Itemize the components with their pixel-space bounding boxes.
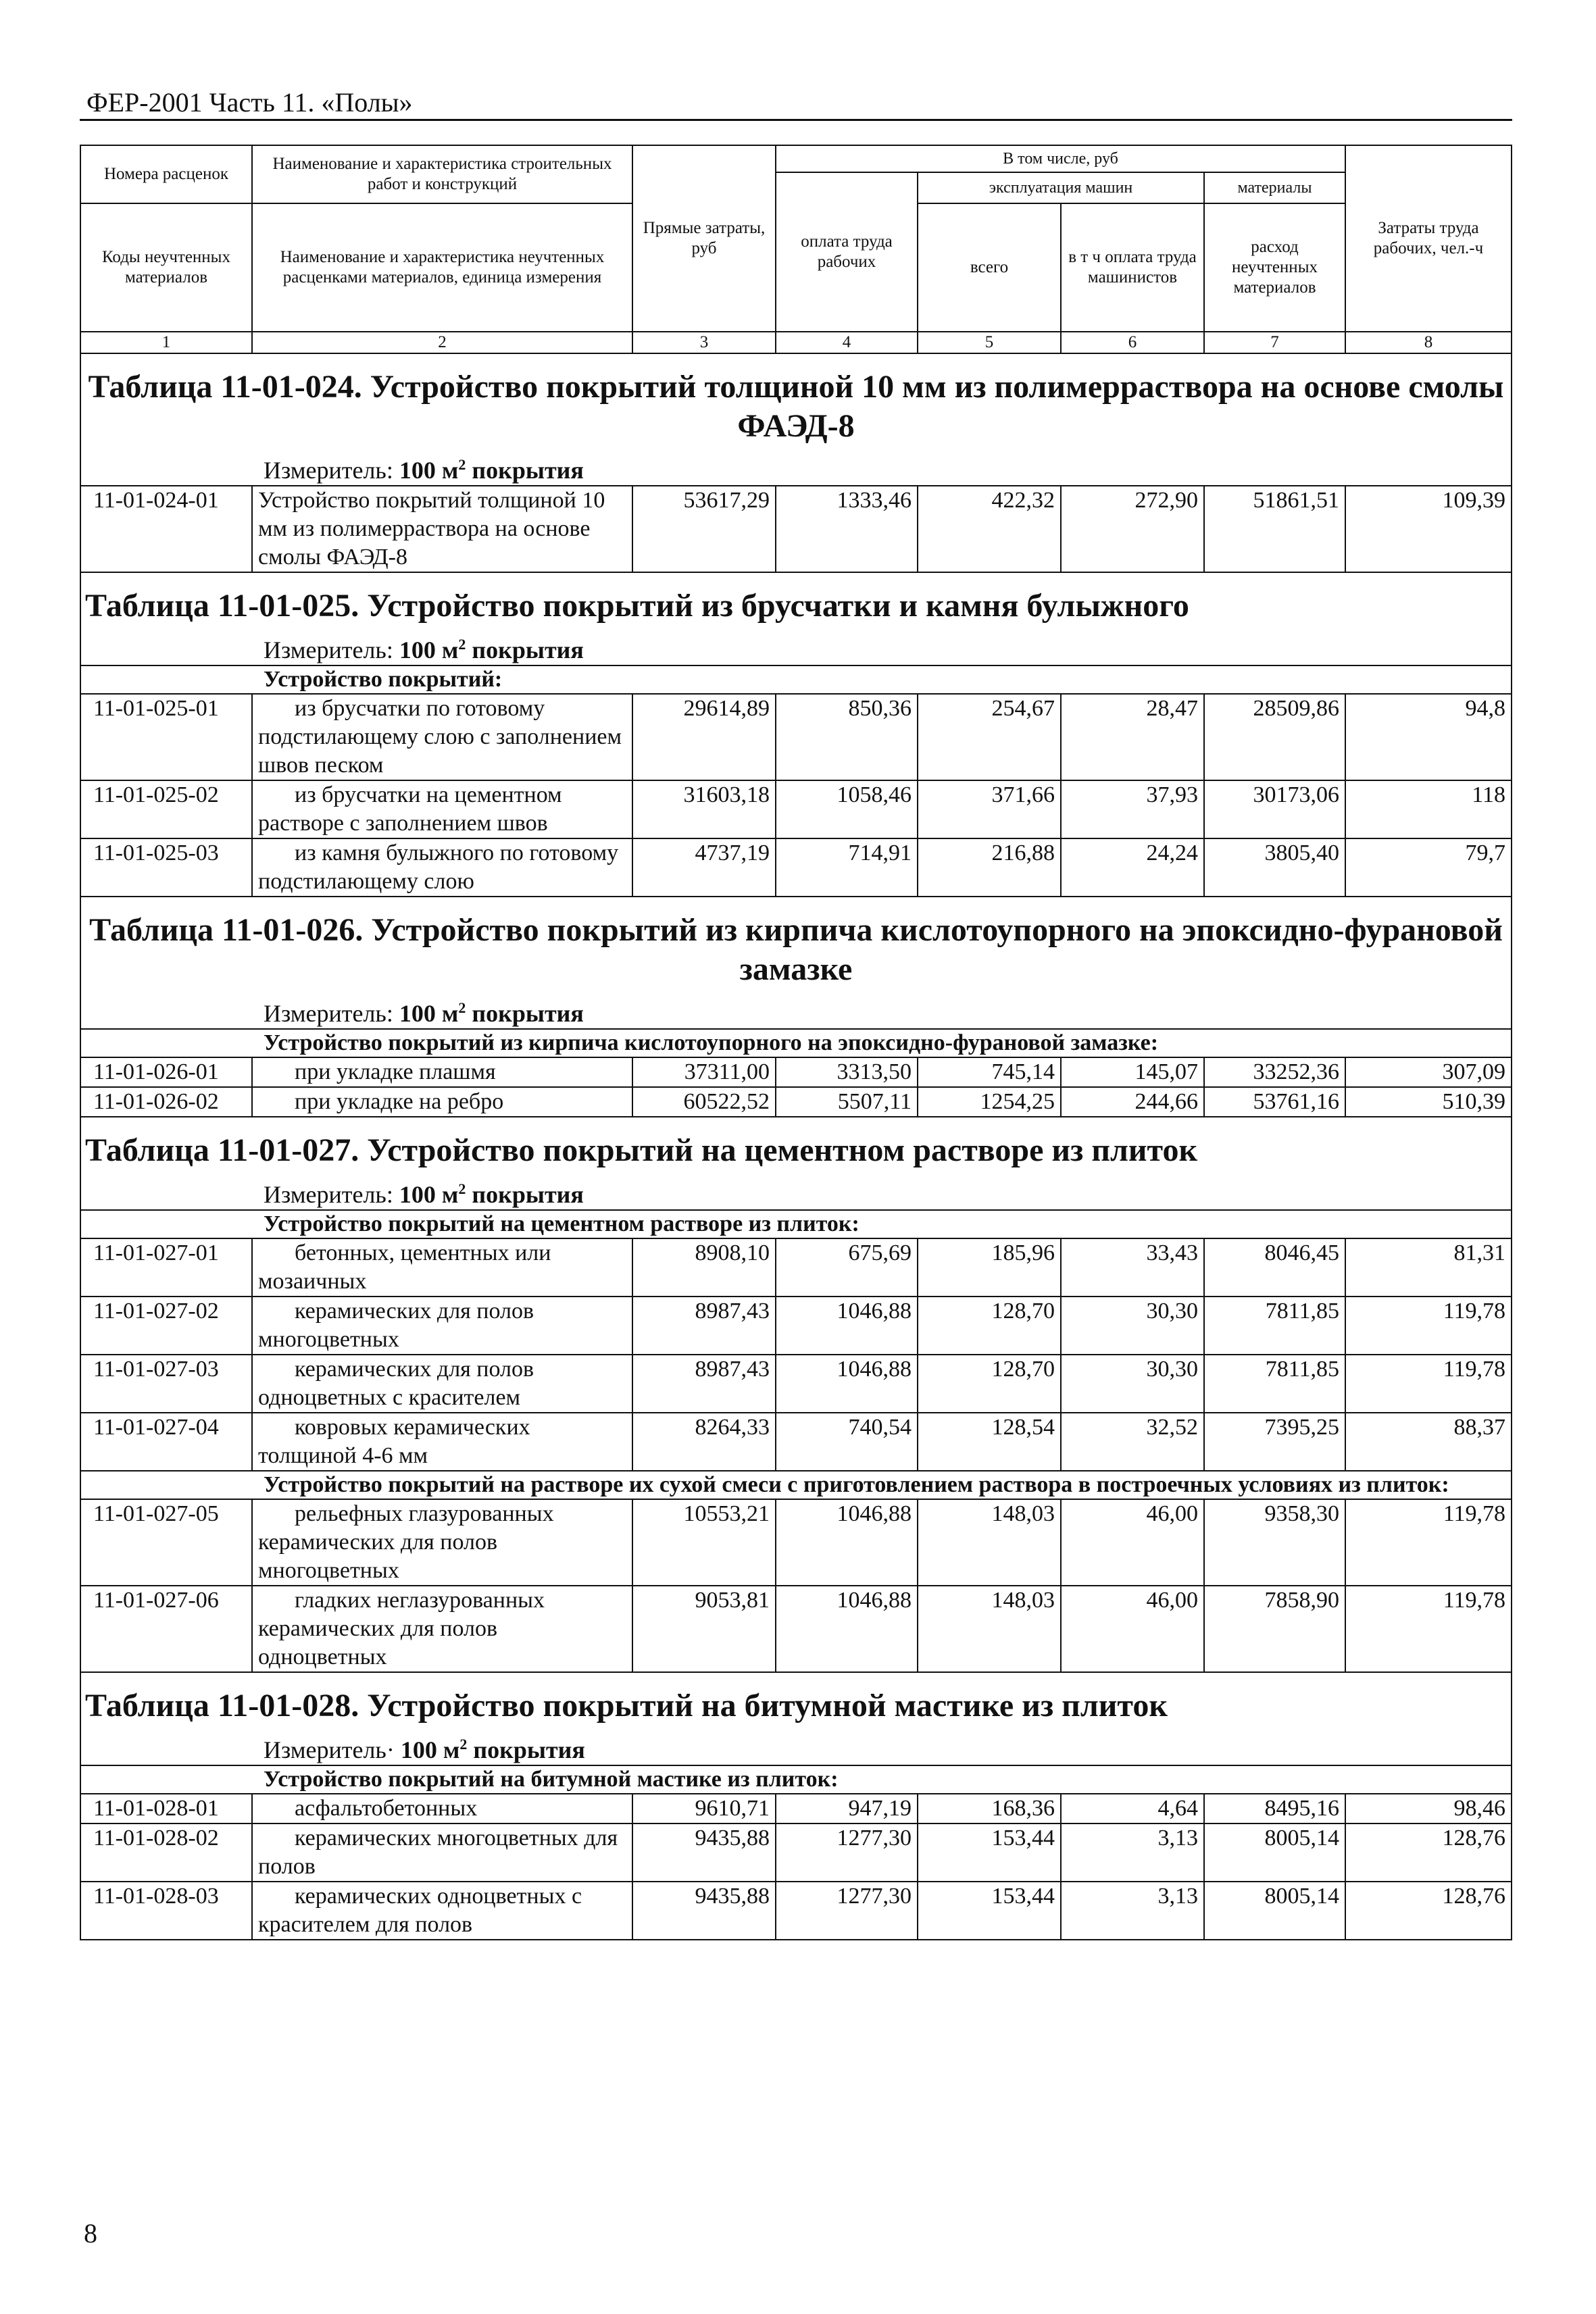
labor-hours: 79,7 xyxy=(1345,838,1512,897)
col1-bottom-header: Коды неучтенных материалов xyxy=(80,203,252,332)
measure-row xyxy=(80,630,1512,665)
work-name: рельефных глазурованных керамических для полов многоцветных xyxy=(252,1499,632,1586)
table-row xyxy=(80,1297,1512,1355)
machinist-pay: 30,30 xyxy=(1061,1355,1204,1413)
col1-top-header: Номера расценок xyxy=(80,145,252,203)
materials-cost: 7811,85 xyxy=(1204,1355,1345,1413)
direct-cost: 53617,29 xyxy=(632,486,776,572)
labor-hours: 510,39 xyxy=(1345,1087,1512,1117)
subheading: Устройство покрытий на битумной мастике из плиток: xyxy=(80,1765,1512,1794)
col7-header: расход неучтенных материалов xyxy=(1204,203,1345,332)
rate-code: 11-01-028-01 xyxy=(80,1794,252,1823)
machine-cost: 422,32 xyxy=(918,486,1061,572)
measure-line: Измеритель: 100 $м^2$ покрытия xyxy=(80,450,1512,486)
table-title: Таблица 11-01-026. Устройство покрытий из кирпича кислотоупорного на эпоксидно-фурановой замазке xyxy=(80,897,1512,993)
materials-cost: 8005,14 xyxy=(1204,1823,1345,1882)
machinist-pay: 4,64 xyxy=(1061,1794,1204,1823)
col-number: 6 xyxy=(1061,332,1204,353)
table-row xyxy=(80,1355,1512,1413)
table-row xyxy=(80,780,1512,838)
subheading: Устройство покрытий на цементном растворе из плиток: xyxy=(80,1210,1512,1238)
direct-cost: 9610,71 xyxy=(632,1794,776,1823)
direct-cost: 29614,89 xyxy=(632,694,776,780)
labor-hours: 118 xyxy=(1345,780,1512,838)
machine-cost: 254,67 xyxy=(918,694,1061,780)
col-number: 8 xyxy=(1345,332,1512,353)
col8-header: Затраты труда рабочих, чел.-ч xyxy=(1345,145,1512,332)
subheading: Устройство покрытий из кирпича кислотоупорного на эпоксидно-фурановой замазке: xyxy=(80,1029,1512,1057)
work-name: при укладке плашмя xyxy=(252,1057,632,1087)
table-row xyxy=(80,1238,1512,1297)
rate-code: 11-01-027-05 xyxy=(80,1499,252,1586)
machinist-pay: 37,93 xyxy=(1061,780,1204,838)
table-row xyxy=(80,694,1512,780)
labor-pay: 1046,88 xyxy=(776,1499,918,1586)
machinist-pay: 24,24 xyxy=(1061,838,1204,897)
direct-cost: 9435,88 xyxy=(632,1823,776,1882)
col-number: 1 xyxy=(80,332,252,353)
machinist-pay: 272,90 xyxy=(1061,486,1204,572)
machine-cost: 148,03 xyxy=(918,1499,1061,1586)
labor-pay: 1277,30 xyxy=(776,1823,918,1882)
work-name: при укладке на ребро xyxy=(252,1087,632,1117)
column-numbers-row xyxy=(80,332,1512,353)
table-row xyxy=(80,838,1512,897)
machine-cost: 1254,25 xyxy=(918,1087,1061,1117)
table-row xyxy=(80,486,1512,572)
labor-pay: 1058,46 xyxy=(776,780,918,838)
header-row-1 xyxy=(80,145,1512,172)
labor-hours: 119,78 xyxy=(1345,1297,1512,1355)
rate-code: 11-01-028-03 xyxy=(80,1882,252,1940)
machine-cost: 216,88 xyxy=(918,838,1061,897)
col4-header: оплата труда рабочих xyxy=(776,172,918,332)
direct-cost: 9435,88 xyxy=(632,1882,776,1940)
machinist-pay: 3,13 xyxy=(1061,1823,1204,1882)
machine-cost: 153,44 xyxy=(918,1882,1061,1940)
labor-hours: 94,8 xyxy=(1345,694,1512,780)
col-number: 7 xyxy=(1204,332,1345,353)
machinist-pay: 46,00 xyxy=(1061,1586,1204,1672)
work-name: из камня булыжного по готовому подстилающему слою xyxy=(252,838,632,897)
materials-cost: 30173,06 xyxy=(1204,780,1345,838)
labor-hours: 98,46 xyxy=(1345,1794,1512,1823)
machine-cost: 745,14 xyxy=(918,1057,1061,1087)
subheading-row xyxy=(80,665,1512,694)
table-row xyxy=(80,1057,1512,1087)
labor-pay: 850,36 xyxy=(776,694,918,780)
rate-code: 11-01-027-06 xyxy=(80,1586,252,1672)
labor-pay: 3313,50 xyxy=(776,1057,918,1087)
table-row xyxy=(80,1882,1512,1940)
labor-hours: 128,76 xyxy=(1345,1882,1512,1940)
work-name: ковровых керамических толщиной 4-6 мм xyxy=(252,1413,632,1471)
table-row xyxy=(80,1499,1512,1586)
col-number: 3 xyxy=(632,332,776,353)
materials-cost: 8005,14 xyxy=(1204,1882,1345,1940)
measure-row xyxy=(80,450,1512,486)
rate-code: 11-01-027-03 xyxy=(80,1355,252,1413)
machinist-pay: 33,43 xyxy=(1061,1238,1204,1297)
materials-cost: 3805,40 xyxy=(1204,838,1345,897)
labor-hours: 128,76 xyxy=(1345,1823,1512,1882)
rate-code: 11-01-025-02 xyxy=(80,780,252,838)
table-row xyxy=(80,1087,1512,1117)
table-title-row xyxy=(80,1672,1512,1730)
machines-header: эксплуатация машин xyxy=(918,172,1204,203)
table-title: Таблица 11-01-025. Устройство покрытий из брусчатки и камня булыжного xyxy=(80,572,1512,630)
labor-pay: 1046,88 xyxy=(776,1297,918,1355)
labor-hours: 307,09 xyxy=(1345,1057,1512,1087)
subheading: Устройство покрытий: xyxy=(80,665,1512,694)
table-row xyxy=(80,1823,1512,1882)
col3-header: Прямые затраты, руб xyxy=(632,145,776,332)
direct-cost: 60522,52 xyxy=(632,1087,776,1117)
labor-pay: 1046,88 xyxy=(776,1586,918,1672)
machinist-pay: 244,66 xyxy=(1061,1087,1204,1117)
machinist-pay: 32,52 xyxy=(1061,1413,1204,1471)
page-header: ФЕР-2001 Часть 11. «Полы» xyxy=(86,87,413,118)
subheading-row xyxy=(80,1765,1512,1794)
work-name: керамических одноцветных с красителем для полов xyxy=(252,1882,632,1940)
rate-code: 11-01-025-03 xyxy=(80,838,252,897)
machine-cost: 153,44 xyxy=(918,1823,1061,1882)
col5-header: всего xyxy=(918,203,1061,332)
rate-code: 11-01-027-01 xyxy=(80,1238,252,1297)
labor-hours: 119,78 xyxy=(1345,1586,1512,1672)
labor-pay: 1046,88 xyxy=(776,1355,918,1413)
labor-hours: 119,78 xyxy=(1345,1499,1512,1586)
subheading-row xyxy=(80,1471,1512,1499)
direct-cost: 8987,43 xyxy=(632,1355,776,1413)
labor-hours: 88,37 xyxy=(1345,1413,1512,1471)
measure-line: Измеритель: 100 $м^2$ покрытия xyxy=(80,1174,1512,1210)
table-title-row xyxy=(80,572,1512,630)
machinist-pay: 28,47 xyxy=(1061,694,1204,780)
measure-line: Измеритель: 100 $м^2$ покрытия xyxy=(80,630,1512,665)
table-title: Таблица 11-01-028. Устройство покрытий на битумной мастике из плиток xyxy=(80,1672,1512,1730)
measure-row xyxy=(80,1174,1512,1210)
materials-header: материалы xyxy=(1204,172,1345,203)
machine-cost: 371,66 xyxy=(918,780,1061,838)
direct-cost: 9053,81 xyxy=(632,1586,776,1672)
col2-bottom-header: Наименование и характеристика неучтенных расценками материалов, единица измерения xyxy=(252,203,632,332)
work-name: керамических многоцветных для полов xyxy=(252,1823,632,1882)
measure-line: Измеритель· 100 $м^2$ покрытия xyxy=(80,1730,1512,1765)
rate-code: 11-01-028-02 xyxy=(80,1823,252,1882)
machinist-pay: 145,07 xyxy=(1061,1057,1204,1087)
table-title: Таблица 11-01-027. Устройство покрытий на цементном растворе из плиток xyxy=(80,1117,1512,1174)
work-name: керамических для полов одноцветных с красителем xyxy=(252,1355,632,1413)
machine-cost: 128,70 xyxy=(918,1297,1061,1355)
labor-pay: 675,69 xyxy=(776,1238,918,1297)
work-name: бетонных, цементных или мозаичных xyxy=(252,1238,632,1297)
measure-row xyxy=(80,993,1512,1029)
work-name: из брусчатки на цементном растворе с заполнением швов xyxy=(252,780,632,838)
machinist-pay: 30,30 xyxy=(1061,1297,1204,1355)
materials-cost: 51861,51 xyxy=(1204,486,1345,572)
direct-cost: 8908,10 xyxy=(632,1238,776,1297)
rate-code: 11-01-024-01 xyxy=(80,486,252,572)
rates-table xyxy=(80,145,1512,1940)
work-name: керамических для полов многоцветных xyxy=(252,1297,632,1355)
table-row xyxy=(80,1413,1512,1471)
materials-cost: 53761,16 xyxy=(1204,1087,1345,1117)
table-row xyxy=(80,1586,1512,1672)
page-number: 8 xyxy=(84,2218,97,2248)
machine-cost: 128,70 xyxy=(918,1355,1061,1413)
direct-cost: 37311,00 xyxy=(632,1057,776,1087)
table-row xyxy=(80,1794,1512,1823)
table-title-row xyxy=(80,353,1512,450)
work-name: из брусчатки по готовому подстилающему слою с заполнением швов песком xyxy=(252,694,632,780)
header-rule xyxy=(80,119,1512,121)
work-name: асфальтобетонных xyxy=(252,1794,632,1823)
subheading: Устройство покрытий на растворе их сухой смеси с приготовлением раствора в построечных условиях из плиток: xyxy=(80,1471,1512,1499)
materials-cost: 7395,25 xyxy=(1204,1413,1345,1471)
table-title-row xyxy=(80,897,1512,993)
col-number: 5 xyxy=(918,332,1061,353)
machine-cost: 168,36 xyxy=(918,1794,1061,1823)
machine-cost: 185,96 xyxy=(918,1238,1061,1297)
labor-pay: 947,19 xyxy=(776,1794,918,1823)
materials-cost: 28509,86 xyxy=(1204,694,1345,780)
labor-hours: 81,31 xyxy=(1345,1238,1512,1297)
labor-pay: 740,54 xyxy=(776,1413,918,1471)
incl-header: В том числе, руб xyxy=(776,145,1345,172)
labor-hours: 119,78 xyxy=(1345,1355,1512,1413)
labor-hours: 109,39 xyxy=(1345,486,1512,572)
machine-cost: 128,54 xyxy=(918,1413,1061,1471)
materials-cost: 7811,85 xyxy=(1204,1297,1345,1355)
rate-code: 11-01-026-01 xyxy=(80,1057,252,1087)
materials-cost: 7858,90 xyxy=(1204,1586,1345,1672)
direct-cost: 8987,43 xyxy=(632,1297,776,1355)
measure-line: Измеритель: 100 $м^2$ покрытия xyxy=(80,993,1512,1029)
work-name: гладких неглазурованных керамических для полов одноцветных xyxy=(252,1586,632,1672)
table-title-row xyxy=(80,1117,1512,1174)
rate-code: 11-01-026-02 xyxy=(80,1087,252,1117)
labor-pay: 714,91 xyxy=(776,838,918,897)
subheading-row xyxy=(80,1210,1512,1238)
machinist-pay: 3,13 xyxy=(1061,1882,1204,1940)
measure-row xyxy=(80,1730,1512,1765)
direct-cost: 10553,21 xyxy=(632,1499,776,1586)
rate-code: 11-01-027-04 xyxy=(80,1413,252,1471)
direct-cost: 8264,33 xyxy=(632,1413,776,1471)
materials-cost: 33252,36 xyxy=(1204,1057,1345,1087)
work-name: Устройство покрытий толщиной 10 мм из полимерраствора на основе смолы ФАЭД-8 xyxy=(252,486,632,572)
labor-pay: 5507,11 xyxy=(776,1087,918,1117)
machinist-pay: 46,00 xyxy=(1061,1499,1204,1586)
materials-cost: 9358,30 xyxy=(1204,1499,1345,1586)
materials-cost: 8495,16 xyxy=(1204,1794,1345,1823)
rate-code: 11-01-025-01 xyxy=(80,694,252,780)
rate-code: 11-01-027-02 xyxy=(80,1297,252,1355)
direct-cost: 4737,19 xyxy=(632,838,776,897)
subheading-row xyxy=(80,1029,1512,1057)
direct-cost: 31603,18 xyxy=(632,780,776,838)
col-number: 2 xyxy=(252,332,632,353)
labor-pay: 1277,30 xyxy=(776,1882,918,1940)
labor-pay: 1333,46 xyxy=(776,486,918,572)
col6-header: в т ч оплата труда машинистов xyxy=(1061,203,1204,332)
col-number: 4 xyxy=(776,332,918,353)
machine-cost: 148,03 xyxy=(918,1586,1061,1672)
col2-top-header: Наименование и характеристика строительных работ и конструкций xyxy=(252,145,632,203)
table-title: Таблица 11-01-024. Устройство покрытий толщиной 10 мм из полимерраствора на основе смолы ФАЭД-8 xyxy=(80,353,1512,450)
materials-cost: 8046,45 xyxy=(1204,1238,1345,1297)
